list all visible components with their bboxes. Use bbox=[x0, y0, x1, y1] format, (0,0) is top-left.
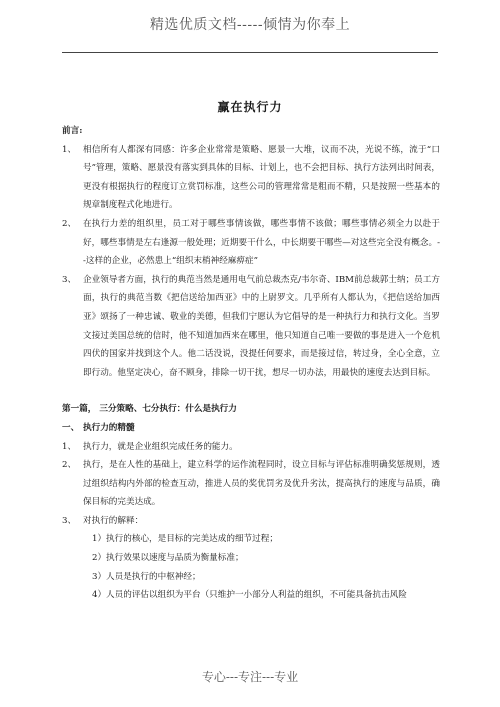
section-title: 执行力的精髓 bbox=[83, 422, 135, 433]
page-header: 精选优质文档-----倾情为你奉上 bbox=[149, 17, 351, 33]
item-number: 1、 bbox=[62, 441, 77, 452]
item-text: 相信所有人都深有同感：许多企业常常是策略、愿景一大堆，议而不决，光说不练，流于“口号”管理，策略、愿景没有落实到具体的目标、计划上，也不会把目标、执行方法列出时间表，更没有根据执行的程度订立赏罚标准，这些公司的管理常常是粗而不精，只是按照一些基本的规章制度程式化地进行。 bbox=[83, 144, 440, 211]
sub-item: 3）人员是执行的中枢神经； bbox=[92, 571, 201, 582]
item-text: 对执行的解释： bbox=[83, 515, 144, 526]
document-title: 赢在执行力 bbox=[217, 100, 283, 114]
spacer bbox=[62, 382, 440, 400]
item-number: 3、 bbox=[62, 274, 77, 285]
item-text: 在执行力差的组织里，员工对于哪些事情该做，哪些事情不该做；哪些事情必须全力以赴于好，哪些事情是左右逢源一般处理；近期要干什么，中长期要干哪些—对这些完全没有概念。--这样的企业，必然患上“组织末梢神经麻痹症” bbox=[83, 218, 440, 267]
section-number: 一、 bbox=[62, 422, 80, 433]
preface-item bbox=[62, 215, 440, 271]
header-divider bbox=[62, 52, 438, 53]
document-body bbox=[62, 122, 440, 605]
chapter-item bbox=[62, 438, 440, 457]
item-number: 3、 bbox=[62, 515, 77, 526]
item-text: 执行力，就是企业组织完成任务的能力。 bbox=[83, 441, 238, 452]
chapter-item bbox=[62, 512, 440, 531]
chapter-item bbox=[62, 456, 440, 512]
page-footer: 专心---专注---专业 bbox=[201, 670, 299, 684]
item-number: 2、 bbox=[62, 218, 77, 229]
item-number: 2、 bbox=[62, 460, 77, 471]
section-heading bbox=[62, 419, 440, 438]
preface-heading: 前言: bbox=[62, 126, 83, 136]
item-text: 执行，是在人性的基础上，建立科学的运作流程同时，设立目标与评估标准明确奖惩规则，透过组织结构内外部的检查互动，推进人员的奖优罚劣及优升劣汰，提高执行的速度与品质，确保目标的完美达成。 bbox=[83, 460, 440, 508]
preface-item bbox=[62, 271, 440, 383]
sub-item: 2）执行效果以速度与品质为衡量标准； bbox=[92, 553, 244, 564]
item-text: 企业领导者方面，执行的典范当然是通用电气前总裁杰克/韦尔奇、IBM前总裁郭士纳；员工方面，执行的典范当数《把信送给加西亚》中的上尉罗文。几乎所有人都认为，《把信送给加西亚》颂扬了一种忠诚、敬业的美德，但我们宁愿认为它倡导的是一种执行力和执行文化。当罗文接过美国总统的信时，他不知道加西来在哪里，他只知道自己唯一要做的事是进入一个危机四伏的国家并找到这个人。他二话没说，没提任何要求，而是接过信，转过身，全心全意，立即行动。他坚定决心，奋不顾身，排除一切干扰，想尽一切办法，用最快的速度去达到目标。 bbox=[83, 274, 440, 378]
sub-item: 1）执行的核心，是目标的完美达成的细节过程； bbox=[92, 534, 278, 545]
item-number: 1、 bbox=[62, 144, 77, 155]
preface-item bbox=[62, 141, 440, 215]
chapter-heading: 第一篇， 三分策略、七分执行：什么是执行力 bbox=[62, 404, 237, 415]
sub-item: 4）人员的评估以组织为平台（只维护一小部分人利益的组织，不可能具备抗击风险 bbox=[92, 590, 407, 601]
